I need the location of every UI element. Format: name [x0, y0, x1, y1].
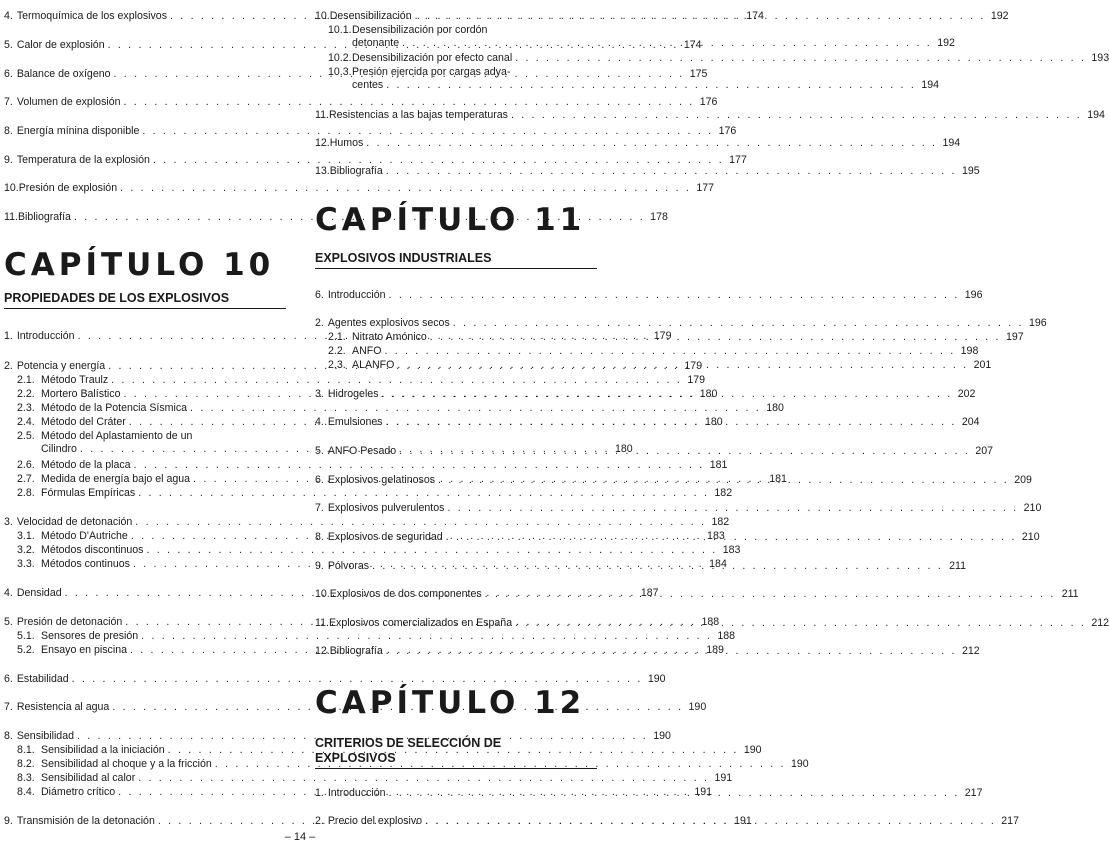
chapter-title: CAPÍTULO 10 [4, 247, 275, 283]
dot-leader [135, 516, 706, 529]
toc-entry-number: 7. [315, 502, 324, 514]
toc-entry-page: 192 [990, 10, 1009, 22]
toc-entry-page: 212 [961, 645, 980, 657]
toc-entry-page: 183 [707, 530, 725, 542]
toc-entry-label: Desensibilización [329, 10, 412, 22]
toc-entry-page: 188 [717, 630, 736, 642]
toc-entry-label: Potencia y energía [16, 360, 106, 372]
toc-entry [4, 516, 730, 529]
toc-entry [315, 502, 1042, 515]
section-title [315, 736, 597, 769]
toc-entry-label: Sensibilidad a la iniciación [41, 744, 165, 756]
toc-entry-label: Métodos continuos [41, 558, 130, 570]
toc-entry-label: Sensibilidad al choque y a la fricción [41, 758, 212, 770]
toc-entry-label: Bibliografía [329, 165, 383, 177]
toc-entry-page: 180 [699, 388, 718, 400]
toc-entry-page: 179 [653, 330, 672, 342]
toc-entry-label: Densidad [16, 587, 62, 599]
toc-entry-number: 2.7. [17, 473, 35, 485]
toc-entry-number: 1. [4, 330, 13, 342]
toc-entry-number: 12. [315, 137, 330, 149]
toc-entry-number: 11. [315, 109, 329, 121]
toc-entry-number: 10.1. [328, 24, 352, 36]
toc-entry-label: Resistencia al agua [16, 701, 110, 713]
toc-entry-page: 217 [1001, 815, 1019, 827]
toc-entry-number: 9. [4, 154, 13, 166]
toc-entry-page: 209 [1014, 474, 1032, 486]
toc-entry [4, 459, 728, 472]
toc-entry-number: 2.1. [17, 374, 35, 386]
toc-entry-page: 190 [653, 730, 671, 742]
toc-entry-page: 217 [964, 787, 983, 799]
toc-entry-page: 196 [1028, 317, 1047, 329]
toc-entry-number: 8. [4, 125, 13, 137]
toc-entry-page: 201 [973, 359, 992, 371]
toc-entry-number: 10. [4, 182, 19, 194]
toc-entry-label: Explosivos gelatinosos [327, 474, 436, 486]
toc-entry-label-continued: Cilindro [41, 443, 77, 455]
toc-entry-number: 6. [4, 673, 13, 685]
toc-entry-label: Presión ejercida por cargas adya- [352, 66, 511, 78]
dot-leader [485, 588, 1056, 601]
toc-entry [4, 96, 718, 109]
dot-leader [190, 402, 761, 415]
toc-entry-number: 2.3. [17, 402, 35, 414]
toc-entry-label: Calor de explosión [16, 39, 105, 51]
toc-entry-label: Resistencias a las bajas temperaturas [328, 109, 508, 121]
toc-entry-label: Temperatura de la explosión [16, 154, 150, 166]
toc-entry-label-continued: detonante [352, 37, 400, 49]
toc-entry [4, 125, 737, 138]
toc-entry-number: 3.3. [17, 558, 35, 570]
toc-entry-page: 183 [722, 544, 741, 556]
toc-entry [4, 673, 666, 686]
dot-leader [138, 487, 709, 500]
toc-entry-number: 7. [4, 96, 13, 108]
toc-entry-label: Desensibilización por cordón [352, 24, 488, 36]
toc-entry-number: 2.1. [328, 331, 346, 343]
toc-entry-page: 211 [949, 560, 966, 572]
toc-entry [4, 744, 762, 757]
dot-leader [120, 182, 691, 195]
toc-entry-page: 190 [647, 673, 666, 685]
toc-entry-page: 211 [1061, 588, 1079, 600]
toc-entry-number: 8.4. [17, 786, 35, 798]
dot-leader [402, 37, 932, 50]
toc-entry-page: 194 [1087, 109, 1105, 121]
dot-leader [111, 374, 682, 387]
dot-leader [146, 544, 717, 557]
dot-leader [386, 79, 916, 92]
toc-entry-page: 182 [711, 516, 730, 528]
toc-entry-number: 10.2. [328, 52, 352, 64]
section-title-line: CRITERIOS DE SELECCIÓN DE [315, 736, 502, 750]
dot-leader [389, 787, 960, 800]
toc-entry-page: 191 [734, 815, 752, 827]
toc-entry-page: 190 [743, 744, 762, 756]
toc-entry [4, 430, 286, 443]
toc-entry-number: 4. [4, 10, 13, 22]
toc-entry-page: 193 [1091, 52, 1109, 64]
toc-entry-label: Métodos discontinuos [41, 544, 144, 556]
toc-entry-number: 4. [4, 587, 13, 599]
toc-entry-page: 181 [709, 459, 728, 471]
toc-entry-number: 8.2. [17, 758, 35, 770]
toc-entry [4, 772, 733, 785]
toc-entry-label: Sensibilidad al calor [41, 772, 136, 784]
toc-entry-label: Pólvoras [327, 560, 370, 572]
toc-entry-label: Presión de detonación [16, 616, 123, 628]
dot-leader [141, 630, 712, 643]
toc-entry-page: 207 [975, 445, 994, 457]
toc-entry-number: 3.1. [17, 530, 35, 542]
toc-entry-number: 11. [4, 211, 18, 223]
section-title-line: EXPLOSIVOS [315, 751, 396, 765]
toc-entry-number: 8. [315, 531, 324, 543]
toc-entry-number: 2.4. [17, 416, 35, 428]
toc-entry-label: Método Traulz [41, 374, 109, 386]
toc-entry-label: Hidrogeles [327, 388, 379, 400]
toc-entry [315, 109, 1105, 122]
dot-leader [399, 445, 970, 458]
toc-entry-number: 2.5. [17, 430, 35, 442]
dot-leader [453, 317, 1024, 330]
toc-entry-label-continued: centes [352, 79, 384, 91]
toc-entry-number: 5.1. [17, 630, 35, 642]
toc-entry-page: 202 [957, 388, 976, 400]
toc-entry-number: 2.6. [17, 459, 35, 471]
toc-entry-number: 9. [315, 560, 324, 572]
dot-leader [386, 165, 957, 178]
toc-entry-page: 179 [684, 360, 703, 372]
toc-entry-page: 210 [1021, 531, 1040, 543]
toc-entry-number: 12. [315, 645, 330, 657]
dot-leader [384, 345, 955, 358]
toc-entry-number: 2.2. [328, 345, 346, 357]
toc-entry-page: 177 [696, 182, 714, 194]
dot-leader [447, 502, 1018, 515]
toc-entry-number: 2. [315, 815, 324, 827]
toc-entry-number: 5. [4, 39, 13, 51]
chapter-title: CAPÍTULO 12 [315, 685, 586, 721]
toc-entry-number: 10. [315, 588, 330, 600]
toc-entry-page: 174 [683, 39, 702, 51]
toc-entry-label: ALANFO [352, 359, 395, 371]
dot-leader [386, 645, 957, 658]
toc-entry-label: Diámetro crítico [41, 786, 116, 798]
toc-entry-number: 2.8. [17, 487, 35, 499]
toc-entry-label: ANFO [352, 345, 382, 357]
toc-entry-label: Explosivos de seguridad [327, 531, 443, 543]
toc-entry-label: Medida de energía bajo el agua [41, 473, 191, 485]
toc-entry-label: Introducción [327, 787, 386, 799]
toc-entry-number: 6. [315, 474, 324, 486]
toc-entry-page: 194 [921, 79, 939, 91]
toc-entry-page: 194 [942, 137, 961, 149]
toc-entry-page: 177 [729, 154, 747, 166]
toc-entry-number: 13. [315, 165, 330, 177]
toc-entry-page: 184 [709, 558, 727, 570]
toc-entry-label: Termoquímica de los explosivos [16, 10, 167, 22]
toc-entry-label: Explosivos pulverulentos [327, 502, 445, 514]
toc-entry [4, 630, 736, 643]
toc-entry-label: Método del Aplastamiento de un [41, 430, 193, 442]
toc-entry [315, 165, 980, 178]
dot-leader [446, 531, 1017, 544]
toc-entry-label: Introducción [327, 289, 386, 301]
toc-entry-number: 2. [315, 317, 324, 329]
toc-entry [4, 211, 668, 224]
toc-entry-number: 7. [4, 701, 13, 713]
toc-entry-page: 174 [746, 10, 764, 22]
toc-entry-label: Ensayo en piscina [41, 644, 127, 656]
toc-entry-page: 190 [791, 758, 809, 770]
toc-entry-label: Fórmulas Empíricas [41, 487, 136, 499]
toc-entry-page: 175 [689, 68, 708, 80]
toc-entry-label: Método de la placa [41, 459, 131, 471]
toc-entry [4, 544, 741, 557]
toc-entry-page: 182 [714, 487, 733, 499]
toc-entry [315, 52, 1109, 65]
toc-entry-page: 191 [714, 772, 733, 784]
toc-entry [4, 154, 747, 167]
toc-entry-label: Método D'Autriche [41, 530, 128, 542]
toc-entry-page: 176 [718, 125, 737, 137]
dot-leader [386, 416, 957, 429]
toc-entry-label: Explosivos de dos componentes [329, 588, 482, 600]
toc-entry-label: Explosivos comercializados en España [328, 617, 513, 629]
toc-entry-number: 2. [4, 360, 13, 372]
toc-entry [4, 374, 706, 387]
toc-entry-number: 2.3. [328, 359, 346, 371]
section-title: EXPLOSIVOS INDUSTRIALES [315, 251, 597, 269]
toc-entry-label: Presión de explosión [18, 182, 118, 194]
toc-entry-page: 196 [964, 289, 983, 301]
dot-leader [382, 388, 953, 401]
dot-leader [397, 359, 968, 372]
dot-leader [134, 459, 705, 472]
dot-leader [372, 560, 943, 573]
section-title: PROPIEDADES DE LOS EXPLOSIVOS [4, 291, 286, 309]
dot-leader [511, 109, 1082, 122]
dot-leader [515, 617, 1086, 630]
toc-entry-label: ANFO Pesado [327, 445, 397, 457]
toc-entry [315, 24, 597, 37]
toc-entry-page: 212 [1091, 617, 1109, 629]
page-number: – 14 – [284, 831, 316, 843]
toc-entry-page: 180 [766, 402, 784, 414]
toc-entry-label: Volumen de explosión [16, 96, 121, 108]
dot-leader [138, 772, 709, 785]
toc-entry-label: Método del Cráter [41, 416, 126, 428]
dot-leader [430, 331, 1001, 344]
toc-entry-number: 8. [4, 730, 13, 742]
toc-entry-page: 176 [699, 96, 718, 108]
toc-entry-label: Humos [329, 137, 364, 149]
toc-entry [4, 701, 707, 714]
toc-entry [4, 487, 733, 500]
toc-entry-label: Sensibilidad [16, 730, 74, 742]
toc-entry-number: 5. [315, 445, 324, 457]
dot-leader [438, 474, 1009, 487]
dot-leader [124, 96, 695, 109]
toc-entry-label: Nitrato Amónico [352, 331, 427, 343]
toc-entry-number: 2.2. [17, 388, 35, 400]
toc-entry [315, 289, 983, 302]
toc-entry-label: Bibliografía [17, 211, 71, 223]
toc-entry-label: Velocidad de detonación [16, 516, 133, 528]
toc-entry [4, 402, 784, 415]
toc-entry-label: Transmisión de la detonación [16, 815, 155, 827]
toc-entry-number: 10. [315, 10, 330, 22]
toc-entry-number: 10.3. [328, 66, 352, 78]
toc-entry-label: Balance de oxígeno [16, 68, 111, 80]
toc-entry-page: 195 [961, 165, 980, 177]
toc-entry-label: Estabilidad [16, 673, 69, 685]
toc-entry-page: 198 [960, 345, 979, 357]
toc-entry-page: 180 [615, 443, 633, 455]
toc-entry-page: 180 [705, 416, 723, 428]
dot-leader [389, 289, 960, 302]
toc-entry-number: 5. [4, 616, 13, 628]
toc-entry [315, 137, 961, 150]
toc-entry-label: Introducción [16, 330, 75, 342]
toc-entry-number: 3.2. [17, 544, 35, 556]
toc-entry-number: 8.1. [17, 744, 35, 756]
toc-entry [315, 66, 597, 79]
toc-entry-number: 9. [4, 815, 13, 827]
dot-leader [366, 137, 937, 150]
toc-entry [315, 317, 1047, 330]
toc-entry-page: 187 [640, 587, 659, 599]
toc-entry-continuation [352, 79, 939, 92]
toc-entry-page: 204 [961, 416, 980, 428]
toc-entry-label: Sensores de presión [41, 630, 139, 642]
toc-entry-label: Agentes explosivos secos [327, 317, 450, 329]
toc-entry-page: 181 [769, 473, 787, 485]
toc-entry [4, 182, 714, 195]
toc-entry-number: 4. [315, 416, 324, 428]
toc-entry-number: 1. [315, 787, 324, 799]
toc-entry-label: Bibliografía [329, 645, 383, 657]
toc-entry-label: Método de la Potencia Sísmica [41, 402, 188, 414]
toc-entry-number: 8.3. [17, 772, 35, 784]
toc-entry-number: 5.2. [17, 644, 35, 656]
toc-entry-page: 190 [688, 701, 707, 713]
toc-entry-page: 191 [694, 786, 713, 798]
toc-entry-number: 6. [4, 68, 13, 80]
toc-entry-number: 6. [315, 289, 324, 301]
toc-entry-label: Precio del explosivo [327, 815, 423, 827]
toc-entry-number: 3. [4, 516, 13, 528]
toc-entry-label: Mortero Balístico [41, 388, 121, 400]
dot-leader [425, 815, 996, 828]
toc-entry-page: 179 [687, 374, 706, 386]
toc-entry-page: 197 [1006, 331, 1024, 343]
toc-entry-page: 189 [706, 644, 724, 656]
toc-entry-page: 192 [937, 37, 955, 49]
toc-entry-label: Energía mínina disponible [16, 125, 140, 137]
chapter-title: CAPÍTULO 11 [315, 202, 586, 238]
toc-entry [315, 345, 979, 358]
toc-entry-label: Desensibilización por efecto canal [352, 52, 513, 64]
toc-entry-label: Emulsiones [327, 416, 383, 428]
toc-entry-number: 3. [315, 388, 324, 400]
toc-entry-page: 188 [701, 616, 720, 628]
toc-entry-page: 178 [650, 211, 668, 223]
toc-entry-page: 210 [1023, 502, 1042, 514]
toc-entry-number: 11. [315, 617, 329, 629]
dot-leader [415, 10, 986, 23]
dot-leader [515, 52, 1086, 65]
